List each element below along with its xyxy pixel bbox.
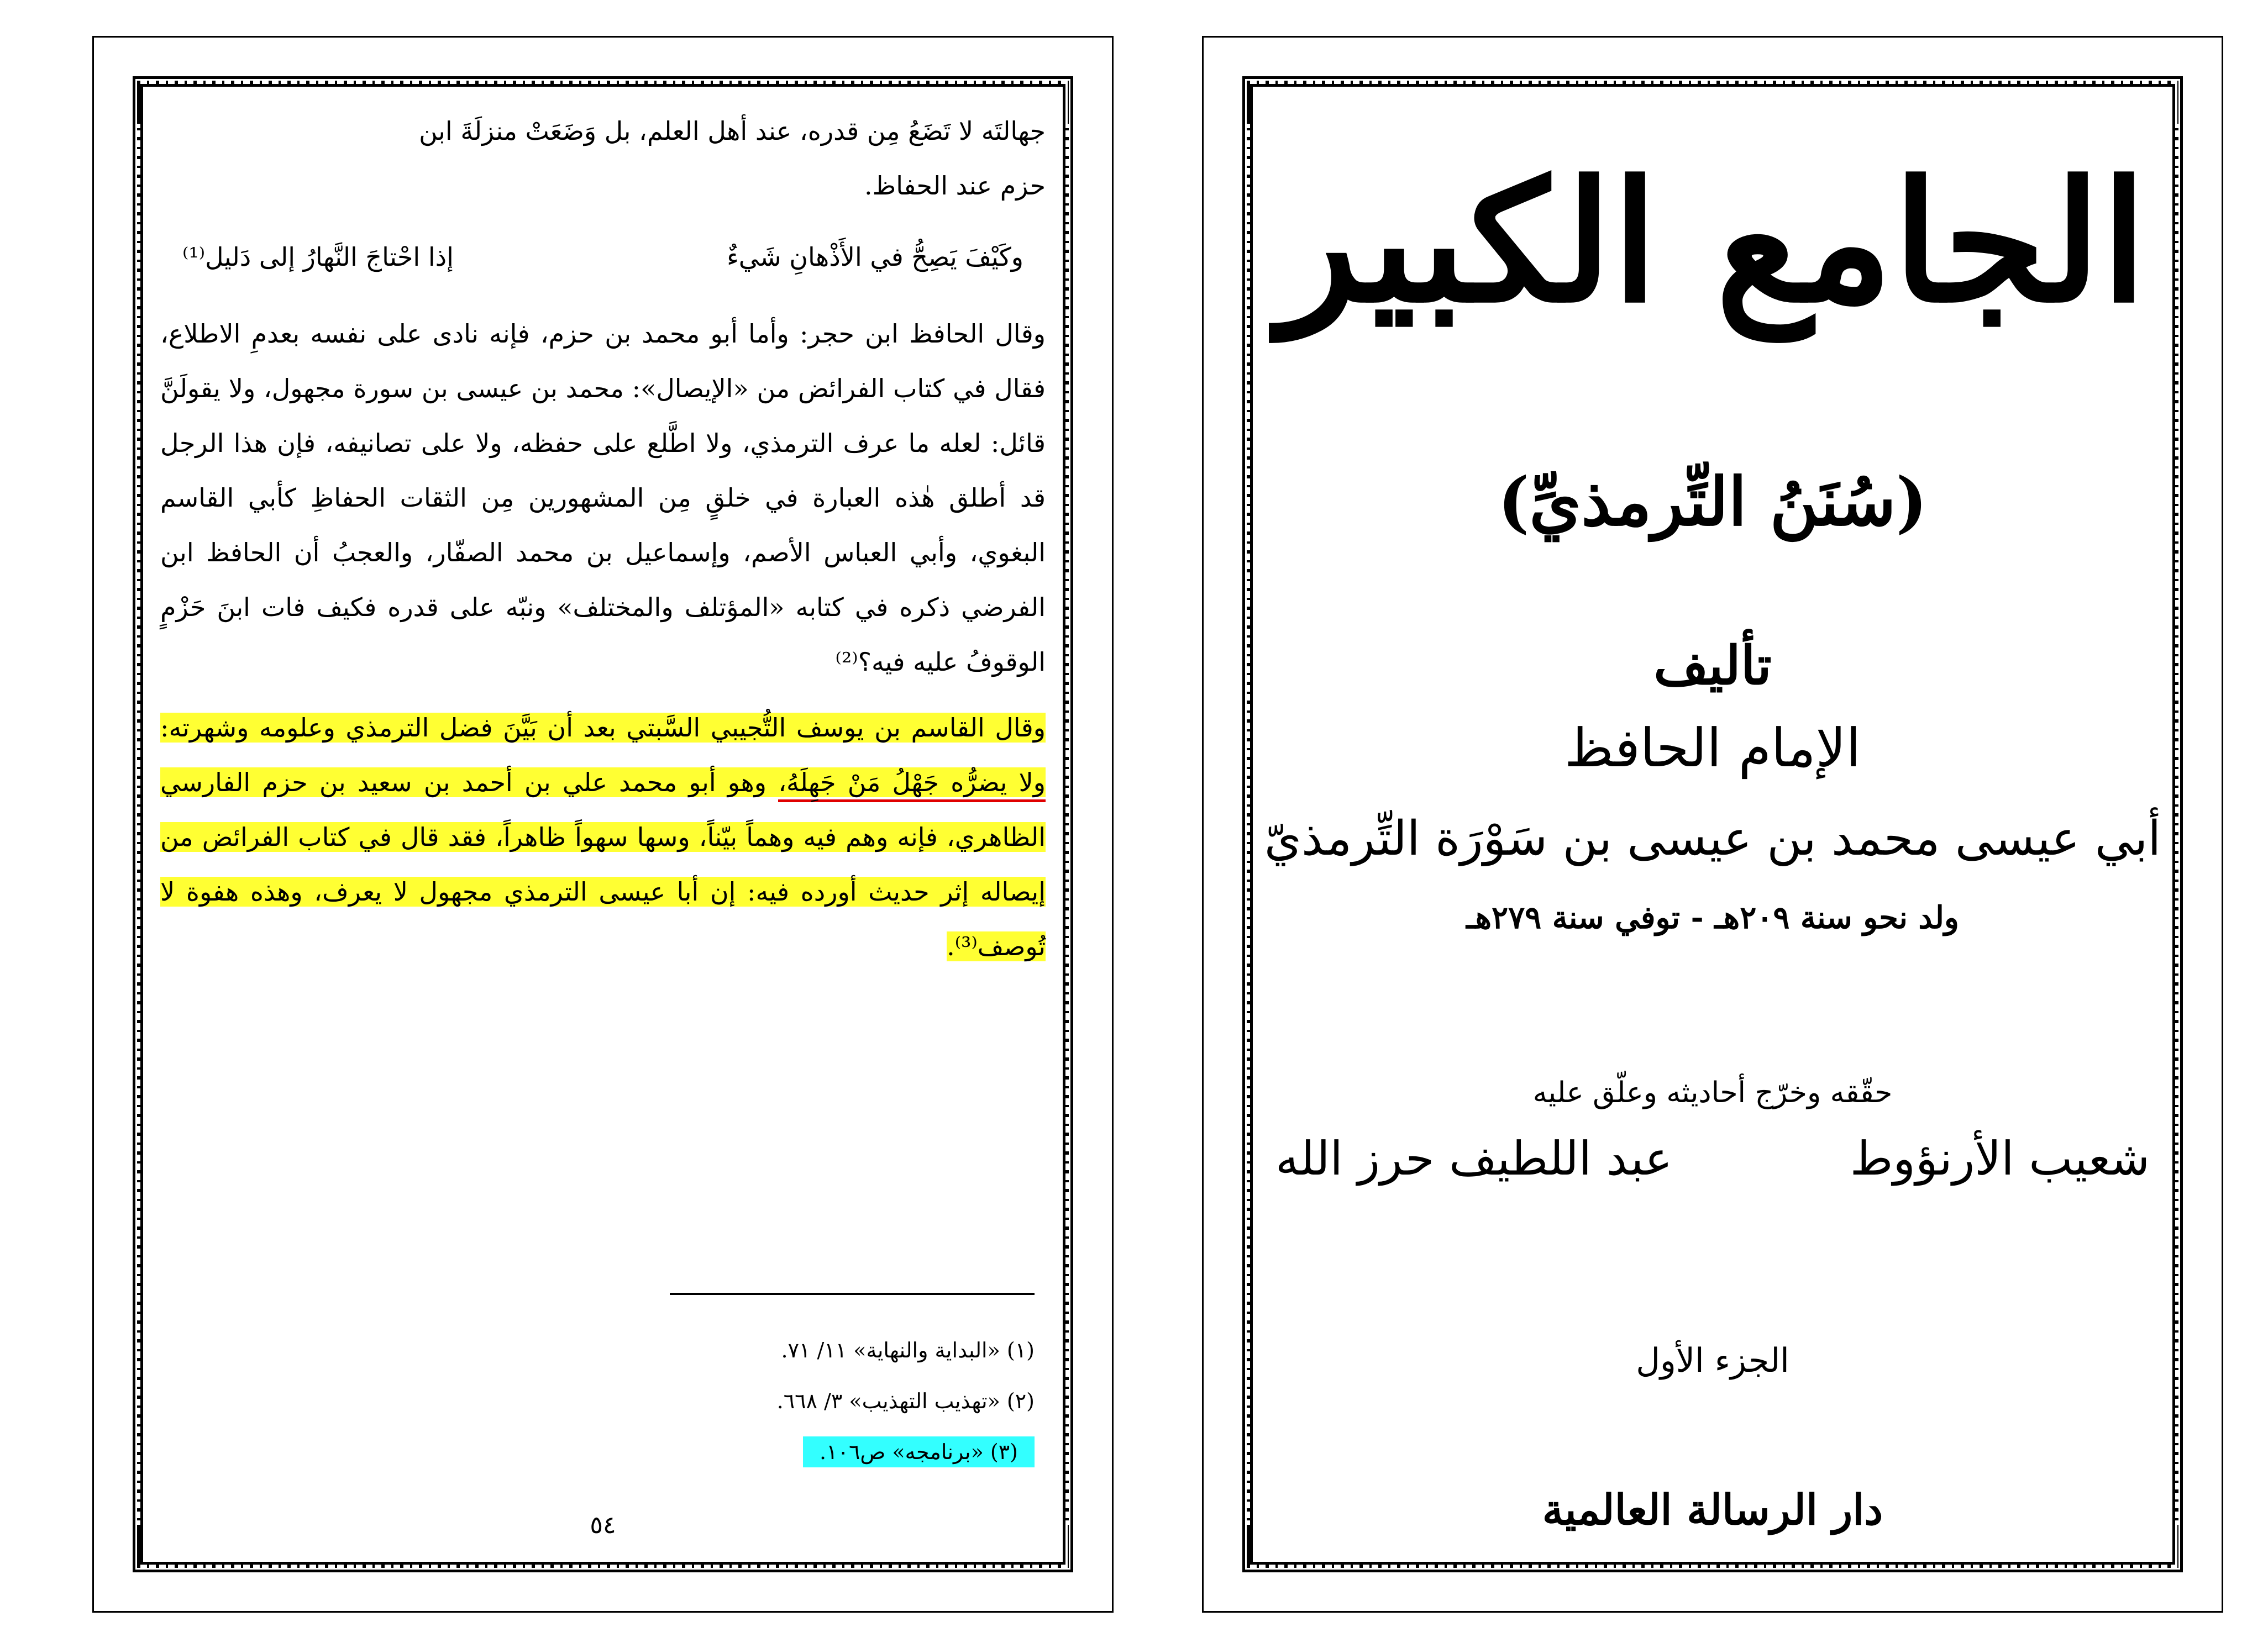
poetry-verse bbox=[160, 230, 1046, 285]
editor-note: حقّقه وخرّج أحاديثه وعلّق عليه bbox=[1532, 1076, 1893, 1109]
paragraph-tujibi bbox=[160, 701, 1046, 974]
verse-first-half: وكَيْفَ يَصِحُّ في الأَذْهانِ شَيءٌ bbox=[727, 242, 1023, 272]
author-name: أبي عيسى محمد بن عيسى بن سَوْرَة التِّرمذيّ bbox=[1264, 811, 2161, 866]
highlight-end: وهو أبو محمد علي بن أحمد بن سعيد بن حزم الفارسي الظاهري، فإنه وهم فيه وهماً بيّناً، وسها سهواً ظاهراً، فقد قال في كتاب الفرائض من إيصاله إثر حديث أورده فيه: إن أبا عيسى الترمذي مجهول لا يعرف، وهذه هفوة لا تُوصف⁽³⁾. bbox=[160, 767, 1046, 961]
paragraph-ibn-hajar: وقال الحافظ ابن حجر: وأما أبو محمد بن حزم، فإنه نادى على نفسه بعدمِ الاطلاع، فقال في كتاب الفرائض من «الإيصال»: محمد بن عيسى بن سورة مجهول، ولا يقولَنَّ قائل: لعله ما عرف الترمذي، ولا اطَّلع على حفظه، ولا على تصانيفه، فإن هذا الرجل قد أطلق هٰذه العبارة في خلقٍ مِن المشهورين مِن الثقات الحفاظِ كأبي القاسم البغوي، وأبي العباس الأصم، وإسماعيل بن محمد الصفّار، والعجبُ أن الحافظ ابن الفرضي ذكره في كتابه «المؤتلف والمختلف» ونبّه على قدره فكيف فات ابنَ حَزْمٍ الوقوفُ عليه فيه؟⁽²⁾ bbox=[160, 319, 1046, 677]
editor-arnaout: شعيب الأرنؤوط bbox=[1850, 1131, 2150, 1186]
title-page bbox=[1204, 38, 2222, 1611]
imam-label: الإمام الحافظ bbox=[1564, 717, 1861, 779]
volume-label: الجزء الأول bbox=[1636, 1341, 1789, 1380]
book-title: الجامع الكبير bbox=[1278, 144, 2147, 339]
footnote-1: (١) «البداية والنهاية» ١١/ ٧١. bbox=[781, 1338, 1035, 1362]
author-dates: ولد نحو سنة ٢٠٩هـ - توفي سنة ٢٧٩هـ bbox=[1466, 899, 1959, 936]
left-page bbox=[94, 38, 1112, 1611]
underlined-quote: ولا يضرُّه جَهْلُ مَنْ جَهِلَهُ، bbox=[778, 767, 1046, 802]
right-page bbox=[1204, 38, 2222, 1611]
verse-second-half: إذا احْتاجَ النَّهارُ إلى دَليل⁽¹⁾ bbox=[182, 242, 454, 272]
publisher: دار الرسالة العالمية bbox=[1542, 1485, 1883, 1534]
footnote-3 bbox=[171, 1426, 1035, 1477]
book-subtitle: (سُنَنُ التِّرمذيِّ) bbox=[1498, 463, 1928, 541]
footnote-3-highlight: (٣) «برنامجه» ص١٠٦. bbox=[803, 1436, 1035, 1467]
editor-hirzallah: عبد اللطيف حرز الله bbox=[1275, 1131, 1673, 1186]
footnotes bbox=[171, 1325, 1035, 1477]
intro-line-2: حزم عند الحفاظ. bbox=[864, 171, 1046, 201]
authored-label: تأليف bbox=[1653, 634, 1772, 697]
footnote-2: (٢) «تهذيب التهذيب» ٣/ ٦٦٨. bbox=[776, 1389, 1035, 1413]
footnote-rule bbox=[670, 1293, 1035, 1295]
highlight-start: وقال القاسم بن يوسف التُّجيبي السَّبتي بعد أن بَيَّنَ فضل الترمذي وعلومه وشهرته: bbox=[160, 713, 1046, 743]
page-number: ٥٤ bbox=[590, 1511, 616, 1539]
left-page-text bbox=[160, 104, 1046, 974]
highlighted-passage bbox=[160, 713, 1046, 961]
editors bbox=[1275, 1131, 2150, 1186]
intro-line-1: جهالتَه لا تَضَعُ مِن قدره، عند أهل العلم، بل وَضَعَتْ منزلَةَ ابن bbox=[419, 116, 1046, 146]
